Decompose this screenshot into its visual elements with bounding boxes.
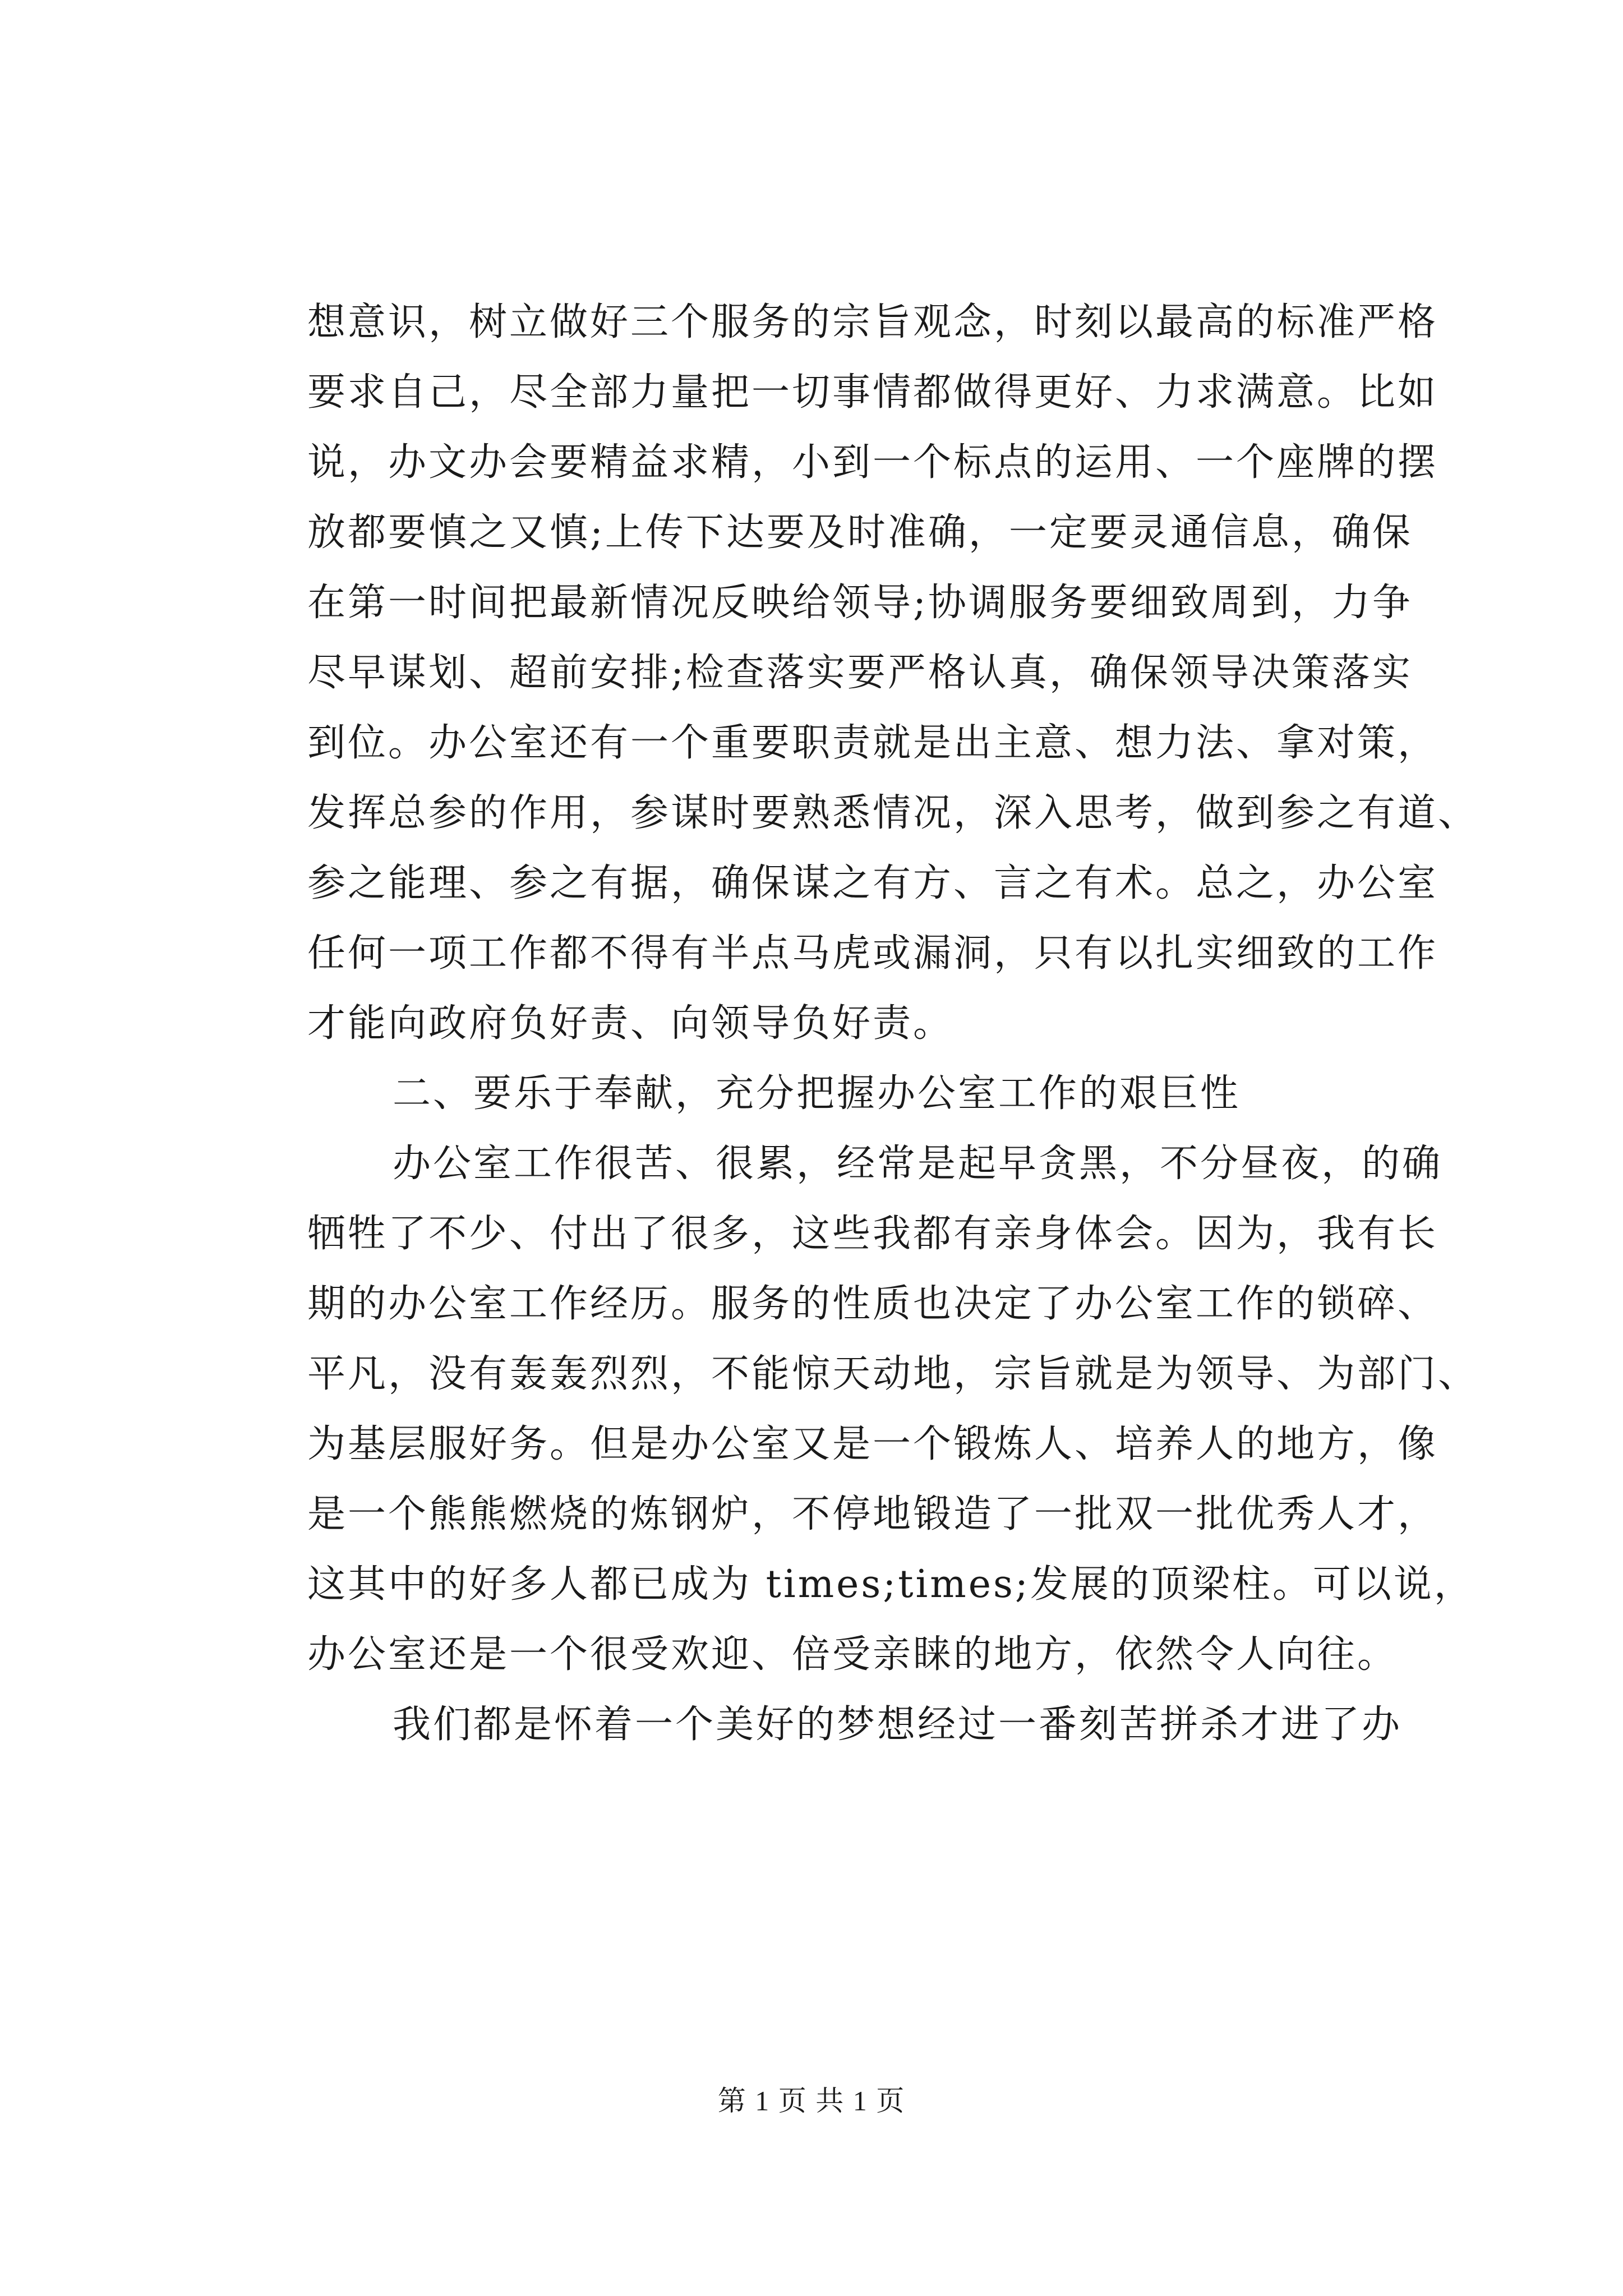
text-line: 要求自己，尽全部力量把一切事情都做得更好、力求满意。比如 xyxy=(307,370,1438,415)
page-footer xyxy=(0,2078,1623,2119)
text-line: 到位。办公室还有一个重要职责就是出主意、想力法、拿对策， xyxy=(307,721,1438,765)
page-number: 第 1 页 共 1 页 xyxy=(717,2085,906,2116)
text-line: 说，办文办会要精益求精，小到一个标点的运用、一个座牌的摆 xyxy=(307,440,1438,485)
text-line: 办公室还是一个很受欢迎、倍受亲睐的地方，依然令人向往。 xyxy=(307,1632,1398,1677)
text-line: 这其中的好多人都已成为 times;times;发展的顶梁柱。可以说， xyxy=(307,1562,1474,1607)
text-line: 在第一时间把最新情况反映给领导;协调服务要细致周到，力争 xyxy=(307,581,1413,625)
text-line: 是一个熊熊燃烧的炼钢炉，不停地锻造了一批双一批优秀人才， xyxy=(307,1492,1438,1536)
text-line: 期的办公室工作经历。服务的性质也决定了办公室工作的锁碎、 xyxy=(307,1282,1438,1326)
text-line: 发挥总参的作用，参谋时要熟悉情况，深入思考，做到参之有道、 xyxy=(307,791,1479,835)
text-line: 放都要慎之又慎;上传下达要及时准确，一定要灵通信息，确保 xyxy=(307,510,1413,555)
text-line: 参之能理、参之有据，确保谋之有方、言之有术。总之，办公室 xyxy=(307,861,1438,905)
text-line: 任何一项工作都不得有半点马虎或漏洞，只有以扎实细致的工作 xyxy=(307,931,1438,976)
text-line: 尽早谋划、超前安排;检查落实要严格认真，确保领导决策落实 xyxy=(307,651,1413,695)
document-body xyxy=(307,287,1479,1760)
section-heading: 二、要乐于奉献，充分把握办公室工作的艰巨性 xyxy=(393,1071,1241,1116)
text-line: 想意识，树立做好三个服务的宗旨观念，时刻以最高的标准严格 xyxy=(307,300,1438,344)
text-line: 平凡，没有轰轰烈烈，不能惊天动地，宗旨就是为领导、为部门、 xyxy=(307,1352,1479,1396)
text-line: 才能向政府负好责、向领导负好责。 xyxy=(307,1001,954,1046)
text-line: 我们都是怀着一个美好的梦想经过一番刻苦拼杀才进了办 xyxy=(393,1703,1403,1747)
text-line: 办公室工作很苦、很累，经常是起早贪黑，不分昼夜，的确 xyxy=(393,1142,1443,1186)
text-line: 牺牲了不少、付出了很多，这些我都有亲身体会。因为，我有长 xyxy=(307,1212,1438,1256)
text-line: 为基层服好务。但是办公室又是一个锻炼人、培养人的地方，像 xyxy=(307,1422,1438,1466)
